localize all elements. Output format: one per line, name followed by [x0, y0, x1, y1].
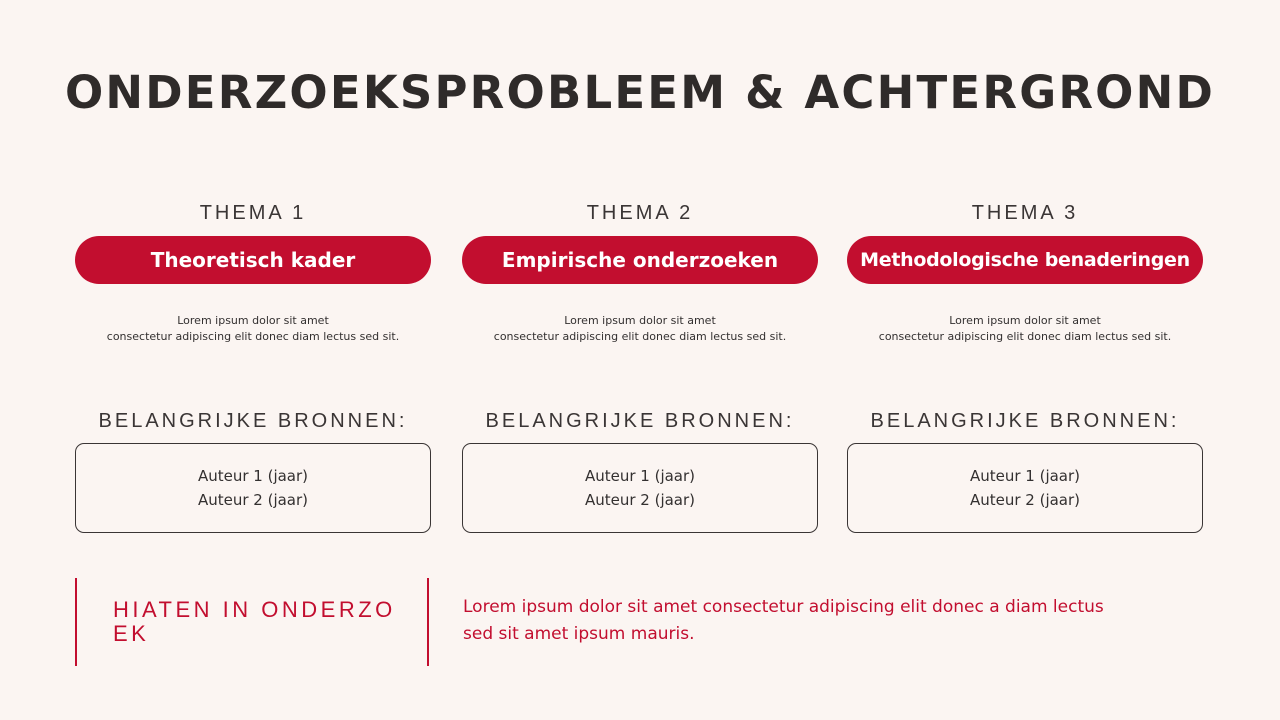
gaps-left-divider	[75, 578, 77, 666]
gaps-title: HIATEN IN ONDERZOEK	[113, 597, 396, 646]
theme-label: THEMA 3	[971, 202, 1079, 224]
sources-label: BELANGRIJKE BRONNEN:	[485, 410, 795, 432]
source-item: Auteur 1 (jaar)	[584, 467, 696, 485]
theme-description-line: consectetur adipiscing elit donec diam lectus sed sit.	[493, 330, 787, 343]
theme-description-line: Lorem ipsum dolor sit amet	[949, 314, 1101, 327]
source-item: Auteur 2 (jaar)	[197, 491, 309, 509]
source-item: Auteur 1 (jaar)	[969, 467, 1081, 485]
source-item: Auteur 2 (jaar)	[969, 491, 1081, 509]
theme-description-line: Lorem ipsum dolor sit amet	[564, 314, 716, 327]
theme-description	[75, 313, 431, 349]
theme-description	[847, 313, 1203, 349]
theme-column-2	[462, 196, 818, 533]
theme-description-line: Lorem ipsum dolor sit amet	[177, 314, 329, 327]
slide-title: ONDERZOEKSPROBLEEM & ACHTERGROND	[64, 66, 1216, 119]
theme-name-pill: Methodologische benaderingen	[847, 236, 1203, 284]
sources-box	[462, 443, 818, 533]
sources-box	[847, 443, 1203, 533]
source-item: Auteur 1 (jaar)	[197, 467, 309, 485]
theme-column-3	[847, 196, 1203, 533]
gaps-text: Lorem ipsum dolor sit amet consectetur adipiscing elit donec a diam lectus sed sit amet ipsum mauris.	[463, 597, 1104, 644]
sources-label: BELANGRIJKE BRONNEN:	[870, 410, 1180, 432]
theme-description-line: consectetur adipiscing elit donec diam lectus sed sit.	[106, 330, 400, 343]
theme-label: THEMA 1	[199, 202, 307, 224]
theme-label: THEMA 2	[586, 202, 694, 224]
source-item: Auteur 2 (jaar)	[584, 491, 696, 509]
theme-description-line: consectetur adipiscing elit donec diam lectus sed sit.	[878, 330, 1172, 343]
theme-name-pill: Empirische onderzoeken	[462, 236, 818, 284]
sources-box	[75, 443, 431, 533]
theme-description	[462, 313, 818, 349]
sources-label: BELANGRIJKE BRONNEN:	[98, 410, 408, 432]
theme-column-1	[75, 196, 431, 533]
gaps-middle-divider	[427, 578, 429, 666]
theme-name-pill: Theoretisch kader	[75, 236, 431, 284]
